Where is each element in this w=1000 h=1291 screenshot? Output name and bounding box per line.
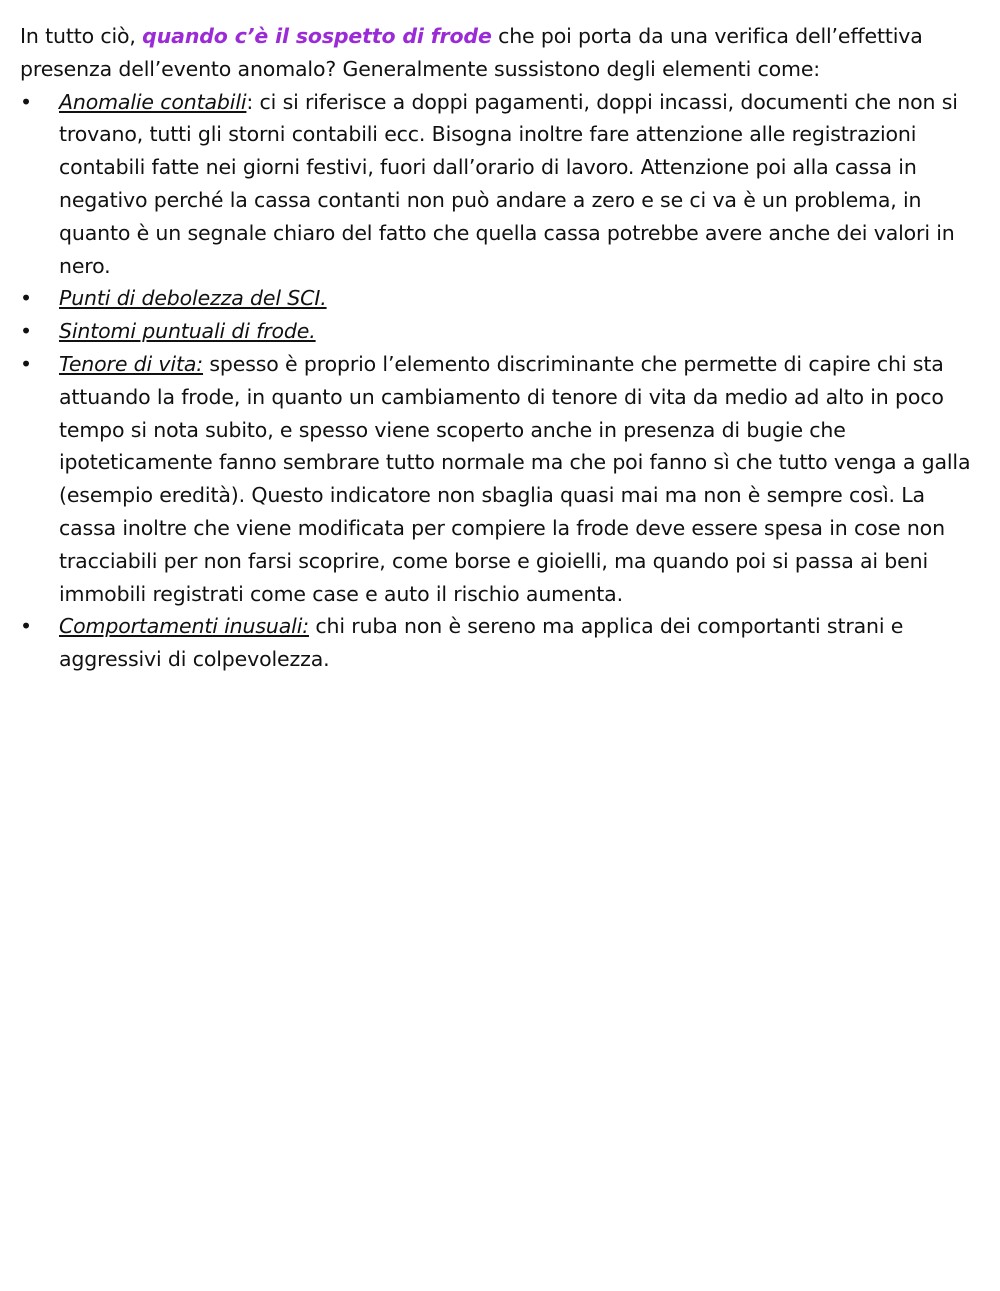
bullet-list [20, 86, 980, 676]
intro-highlight: quando c’è il sospetto di frode [142, 24, 492, 48]
list-item-text: spesso è proprio l’elemento discriminante che permette di capire chi sta attuando la frode, in quanto un cambiamento di tenore di vita da medio ad alto in poco tempo si nota subito, e spesso viene scoperto anche in presenza di bugie che ipoteticamente fanno sembrare tutto normale ma che poi fanno sì che tutto venga a galla (esempio eredità). Questo indicatore non sbaglia quasi mai ma non è sempre così. La cassa inoltre che viene modificata per compiere la frode deve essere spesa in cose non tracciabili per non farsi scoprire, come borse e gioielli, ma quando poi si passa ai beni immobili registrati come case e auto il rischio aumenta. [59, 351, 971, 606]
list-item-text: chi ruba non è sereno ma applica dei comportanti strani e aggressivi di colpevolezza. [59, 614, 904, 672]
intro-text-before: In tutto ciò, [20, 24, 143, 48]
list-item-term: Sintomi puntuali di frode. [59, 319, 316, 344]
list-item-comportamenti-inusuali [20, 610, 980, 676]
document-page [20, 20, 980, 676]
list-item-anomalie-contabili [20, 86, 980, 283]
list-item-term: Punti di debolezza del SCI. [59, 286, 327, 311]
bullet-icon: • [20, 351, 32, 376]
list-item-sintomi-puntuali [20, 315, 980, 348]
list-item-tenore-di-vita [20, 348, 980, 610]
list-item-punti-debolezza [20, 282, 980, 315]
intro-text-after: che poi porta da una verifica dell’effettiva presenza dell’evento anomalo? Generalmente sussistono degli elementi come: [20, 24, 923, 81]
bullet-icon: • [20, 286, 32, 311]
intro-paragraph [20, 20, 980, 86]
list-item-text: : ci si riferisce a doppi pagamenti, doppi incassi, documenti che non si trovano, tutti gli storni contabili ecc. Bisogna inoltre fare attenzione alle registrazioni contabili fatte nei giorni festivi, fuori dall’orario di lavoro. Attenzione poi alla cassa in negativo perché la cassa contanti non può andare a zero e se ci va è un problema, in quanto è un segnale chiaro del fatto che quella cassa potrebbe avere anche dei valori in nero. [59, 89, 958, 278]
bullet-icon: • [20, 614, 32, 639]
bullet-icon: • [20, 319, 32, 344]
list-item-term: Anomalie contabili [59, 89, 247, 114]
bullet-icon: • [20, 89, 32, 114]
list-item-term: Tenore di vita: [59, 351, 204, 376]
list-item-term: Comportamenti inusuali: [59, 614, 309, 639]
